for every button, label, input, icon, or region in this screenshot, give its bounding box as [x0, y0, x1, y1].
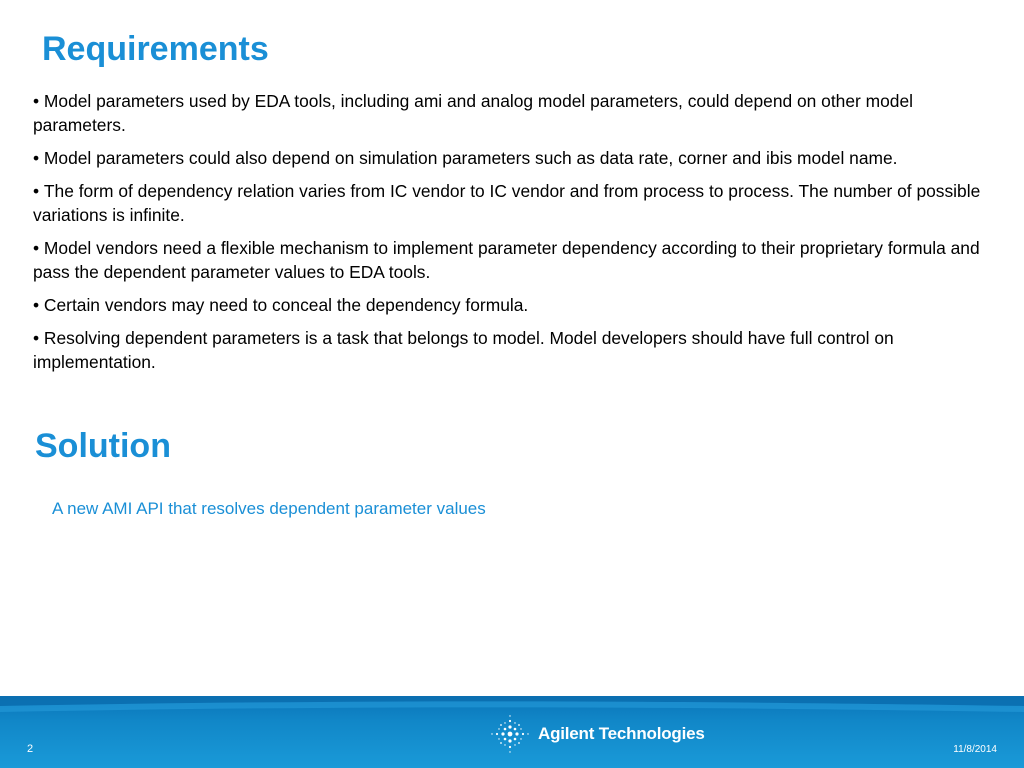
agilent-spark-icon	[490, 714, 530, 754]
requirement-item	[33, 236, 983, 284]
page-number: 2	[27, 743, 34, 755]
slide-date: 11/8/2014	[953, 744, 997, 755]
requirement-text: • Model parameters could also depend on simulation parameters such as data rate, corner and ibis model name.	[33, 148, 898, 168]
requirement-item	[33, 326, 983, 374]
requirement-item	[33, 146, 983, 170]
requirements-heading: Requirements	[42, 30, 269, 68]
requirement-text: • The form of dependency relation varies from IC vendor to IC vendor and from process to process. The number of possible variations is infinite.	[33, 181, 980, 225]
requirement-item	[33, 179, 983, 227]
requirement-text: • Model vendors need a flexible mechanism to implement parameter dependency according to their proprietary formula and pass the dependent parameter values to EDA tools.	[33, 238, 980, 282]
solution-text: A new AMI API that resolves dependent parameter values	[52, 499, 486, 518]
requirements-list	[33, 89, 983, 383]
requirement-item	[33, 89, 983, 137]
company-name: Agilent Technologies	[538, 724, 705, 743]
footer-bar	[0, 696, 1024, 768]
requirement-text: • Certain vendors may need to conceal the dependency formula.	[33, 295, 528, 315]
requirement-text: • Resolving dependent parameters is a task that belongs to model. Model developers should have full control on implementation.	[33, 328, 894, 372]
requirement-text: • Model parameters used by EDA tools, including ami and analog model parameters, could depend on other model parameters.	[33, 91, 913, 135]
requirement-item	[33, 293, 983, 317]
company-logo	[490, 714, 705, 754]
solution-heading: Solution	[35, 427, 171, 465]
